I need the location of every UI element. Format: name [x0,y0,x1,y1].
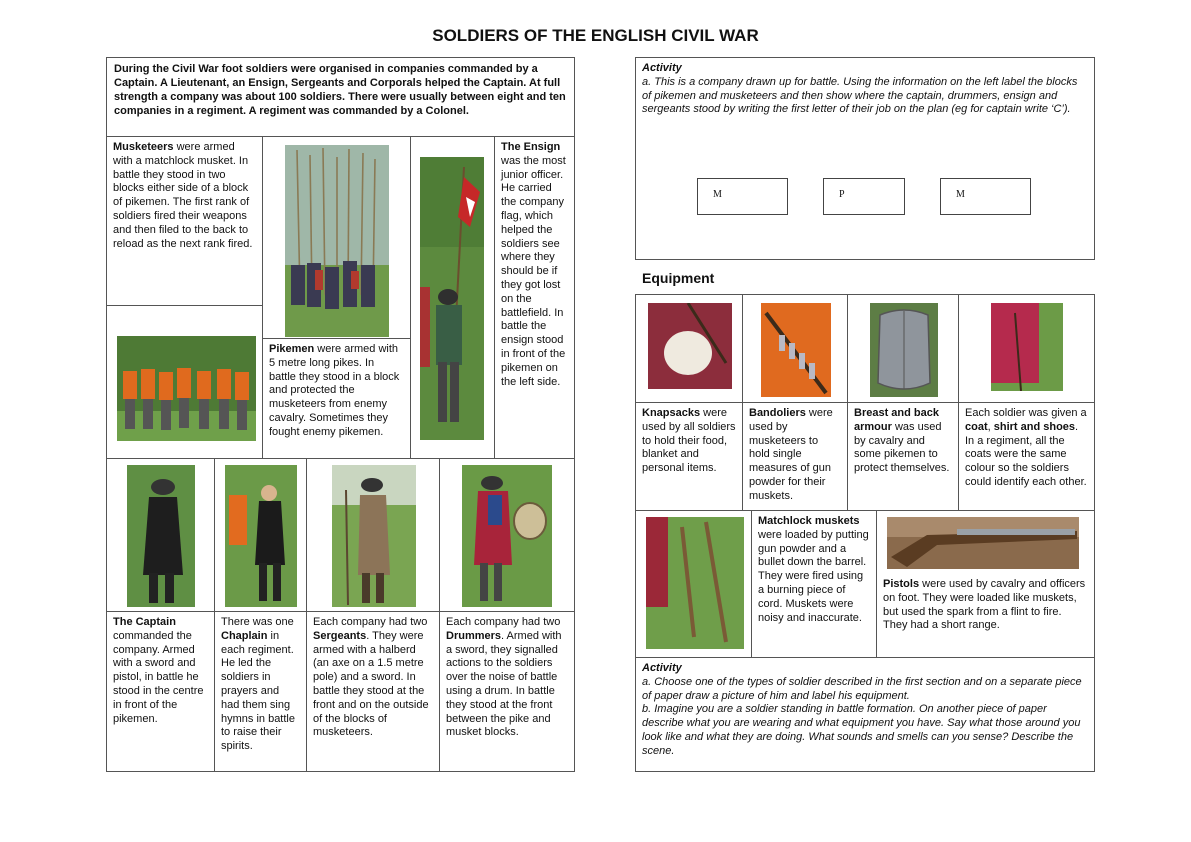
coat-photo-cell [958,294,1095,403]
drummers-desc: . Armed with a sword, they signalled actions to the soldiers over the noise of battle using a drum. In battle they stood at the front between the pike and musket blocks. [446,629,562,739]
musketeers-photo-cell [106,305,263,459]
pistol-photo-cell [876,510,1095,575]
armour-desc: was used by cavalry and some pikemen to protect themselves. [854,420,950,475]
activity-plan-box [635,57,1095,260]
musketeers-photo [117,336,256,441]
matchlock-desc: were loaded by putting gun powder and a bullet down the barrel. They were fired using a burning piece of cord. Muskets were noisy and inaccurate. [758,528,869,624]
sergeants-term: Sergeants [313,629,367,642]
drummers-text [439,611,575,772]
activity1-text: a. This is a company drawn up for battle. Using the information on the left label the blocks of pikemen and musketeers and then show where the captain, drummers, ensign and sergeants stood by writing the first letter of their job on the plan (eg for captain write ‘C’). [642,75,1078,116]
pikemen-term: Pikemen [269,343,315,355]
pistols-desc: were used by cavalry and officers on foot. They were loaded like muskets, but used the spark from a flint to fire. They had a short range. [883,578,1086,632]
pikemen-photo [285,145,389,337]
sergeant-photo [332,465,416,607]
sergeants-text [306,611,440,772]
activity2-heading: Activity [642,662,682,674]
intro-text: During the Civil War foot soldiers were organised in companies commanded by a Captain. A Lieutenant, an Ensign, Sergeants and Corporals helped the Captain. At full strength a company was about 100 soldiers. There were usually between eight and ten companies in a regiment. A regiment was commanded by a Colonel. [106,57,575,137]
plan-block-musketeers-left: M [697,178,788,215]
plan-block-musketeers-right: M [940,178,1031,215]
ensign-photo [420,157,484,440]
sergeants-desc: . They were armed with a halberd (an axe on a 1.5 metre pole) and a sword. In battle they stood at the front and on the outside of the blocks of musketeers. [313,629,429,739]
bandoliers-term: Bandoliers [749,407,806,419]
captain-photo-cell [106,458,215,612]
chaplain-desc: in each regiment. He led the soldiers in prayers and had them sing hymns in battle to raise their spirits. [221,629,295,753]
chaplain-text [214,611,307,772]
captain-desc: commanded the company. Armed with a sword and pistol, in battle he stood in the centre in front of the pikemen. [113,629,204,725]
captain-photo [127,465,195,607]
plan-block-pikemen: P [823,178,905,215]
chaplain-term: Chaplain [221,629,268,642]
matchlock-text [751,510,877,658]
activity2-a: a. Choose one of the types of soldier described in the first section and on a separate piece of paper draw a picture of him and label his equipment. [642,675,1082,702]
musketeers-text [106,136,263,306]
drummer-photo-cell [439,458,575,612]
sergeant-photo-cell [306,458,440,612]
ensign-text [494,136,575,459]
bandoliers-desc: were used by musketeers to hold single measures of gun powder for their muskets. [749,407,833,502]
knapsack-photo-cell [635,294,743,403]
bandoliers-text [742,402,848,511]
knapsack-photo [648,303,732,389]
activity-writing-box [635,657,1095,772]
coat-pre: Each soldier was given a [965,407,1087,419]
captain-term: The Captain [113,616,176,628]
pistol-photo [887,517,1079,569]
matchlock-photo-cell [635,510,752,658]
knapsacks-term: Knapsacks [642,407,701,419]
ensign-photo-cell [410,136,495,459]
bandolier-photo [761,303,831,397]
armour-photo [870,303,938,397]
shirt-shoes-term: shirt and shoes [993,420,1076,433]
musketeers-desc: were armed with a matchlock musket. In battle they stood in two blocks either side of a block of pikemen. The first rank of soldiers fired their weapons and then filed to the back to reload as the next rank fired. [113,141,253,250]
bandolier-photo-cell [742,294,848,403]
sergeants-pre: Each company had two [313,616,428,628]
pikemen-desc: were armed with 5 metre long pikes. In battle they stood in a block and protected the musketeers from enemy cavalry. Sometimes they fought enemy pikemen. [269,343,400,438]
coat-desc: . In a regiment, all the coats were the same colour so the soldiers could identify each other. [965,420,1087,488]
drummers-pre: Each company had two [446,616,561,628]
equipment-heading: Equipment [642,270,715,286]
chaplain-pre: There was one [221,616,294,628]
pistols-term: Pistols [883,578,920,590]
armour-term: Breast and back armour [854,407,939,433]
matchlock-photo [646,517,744,649]
armour-photo-cell [847,294,959,403]
pikemen-photo-cell [262,136,411,339]
chaplain-photo-cell [214,458,307,612]
ensign-desc: was the most junior officer. He carried the company flag, which helped the soldiers see where they should be if they got lost on the battlefield. In battle the ensign stood in front of the pikemen on the left side. [501,154,566,388]
ensign-term: The Ensign [501,141,561,153]
drummers-term: Drummers [446,629,502,642]
matchlock-term: Matchlock muskets [758,515,860,527]
musketeers-term: Musketeers [113,141,174,153]
knapsacks-desc: were used by all soldiers to hold their food, blanket and personal items. [642,407,736,475]
activity1-heading: Activity [642,62,682,74]
activity2-b: b. Imagine you are a soldier standing in battle formation. On another piece of paper describe what you are wearing and what equipment you have. Say what those around you look like and what they are doing. What sounds and smells can you sense? Describe the scene. [642,703,1081,757]
coat-term: coat [965,420,988,433]
coat-text [958,402,1095,511]
pistols-text [876,574,1095,658]
coat-comma: , [987,420,994,433]
pikemen-text [262,338,411,459]
armour-text [847,402,959,511]
drummer-photo [462,465,552,607]
knapsacks-text [635,402,743,511]
coat-photo [991,303,1063,391]
page-title: SOLDIERS OF THE ENGLISH CIVIL WAR [432,26,759,45]
captain-text [106,611,215,772]
chaplain-photo [225,465,297,607]
